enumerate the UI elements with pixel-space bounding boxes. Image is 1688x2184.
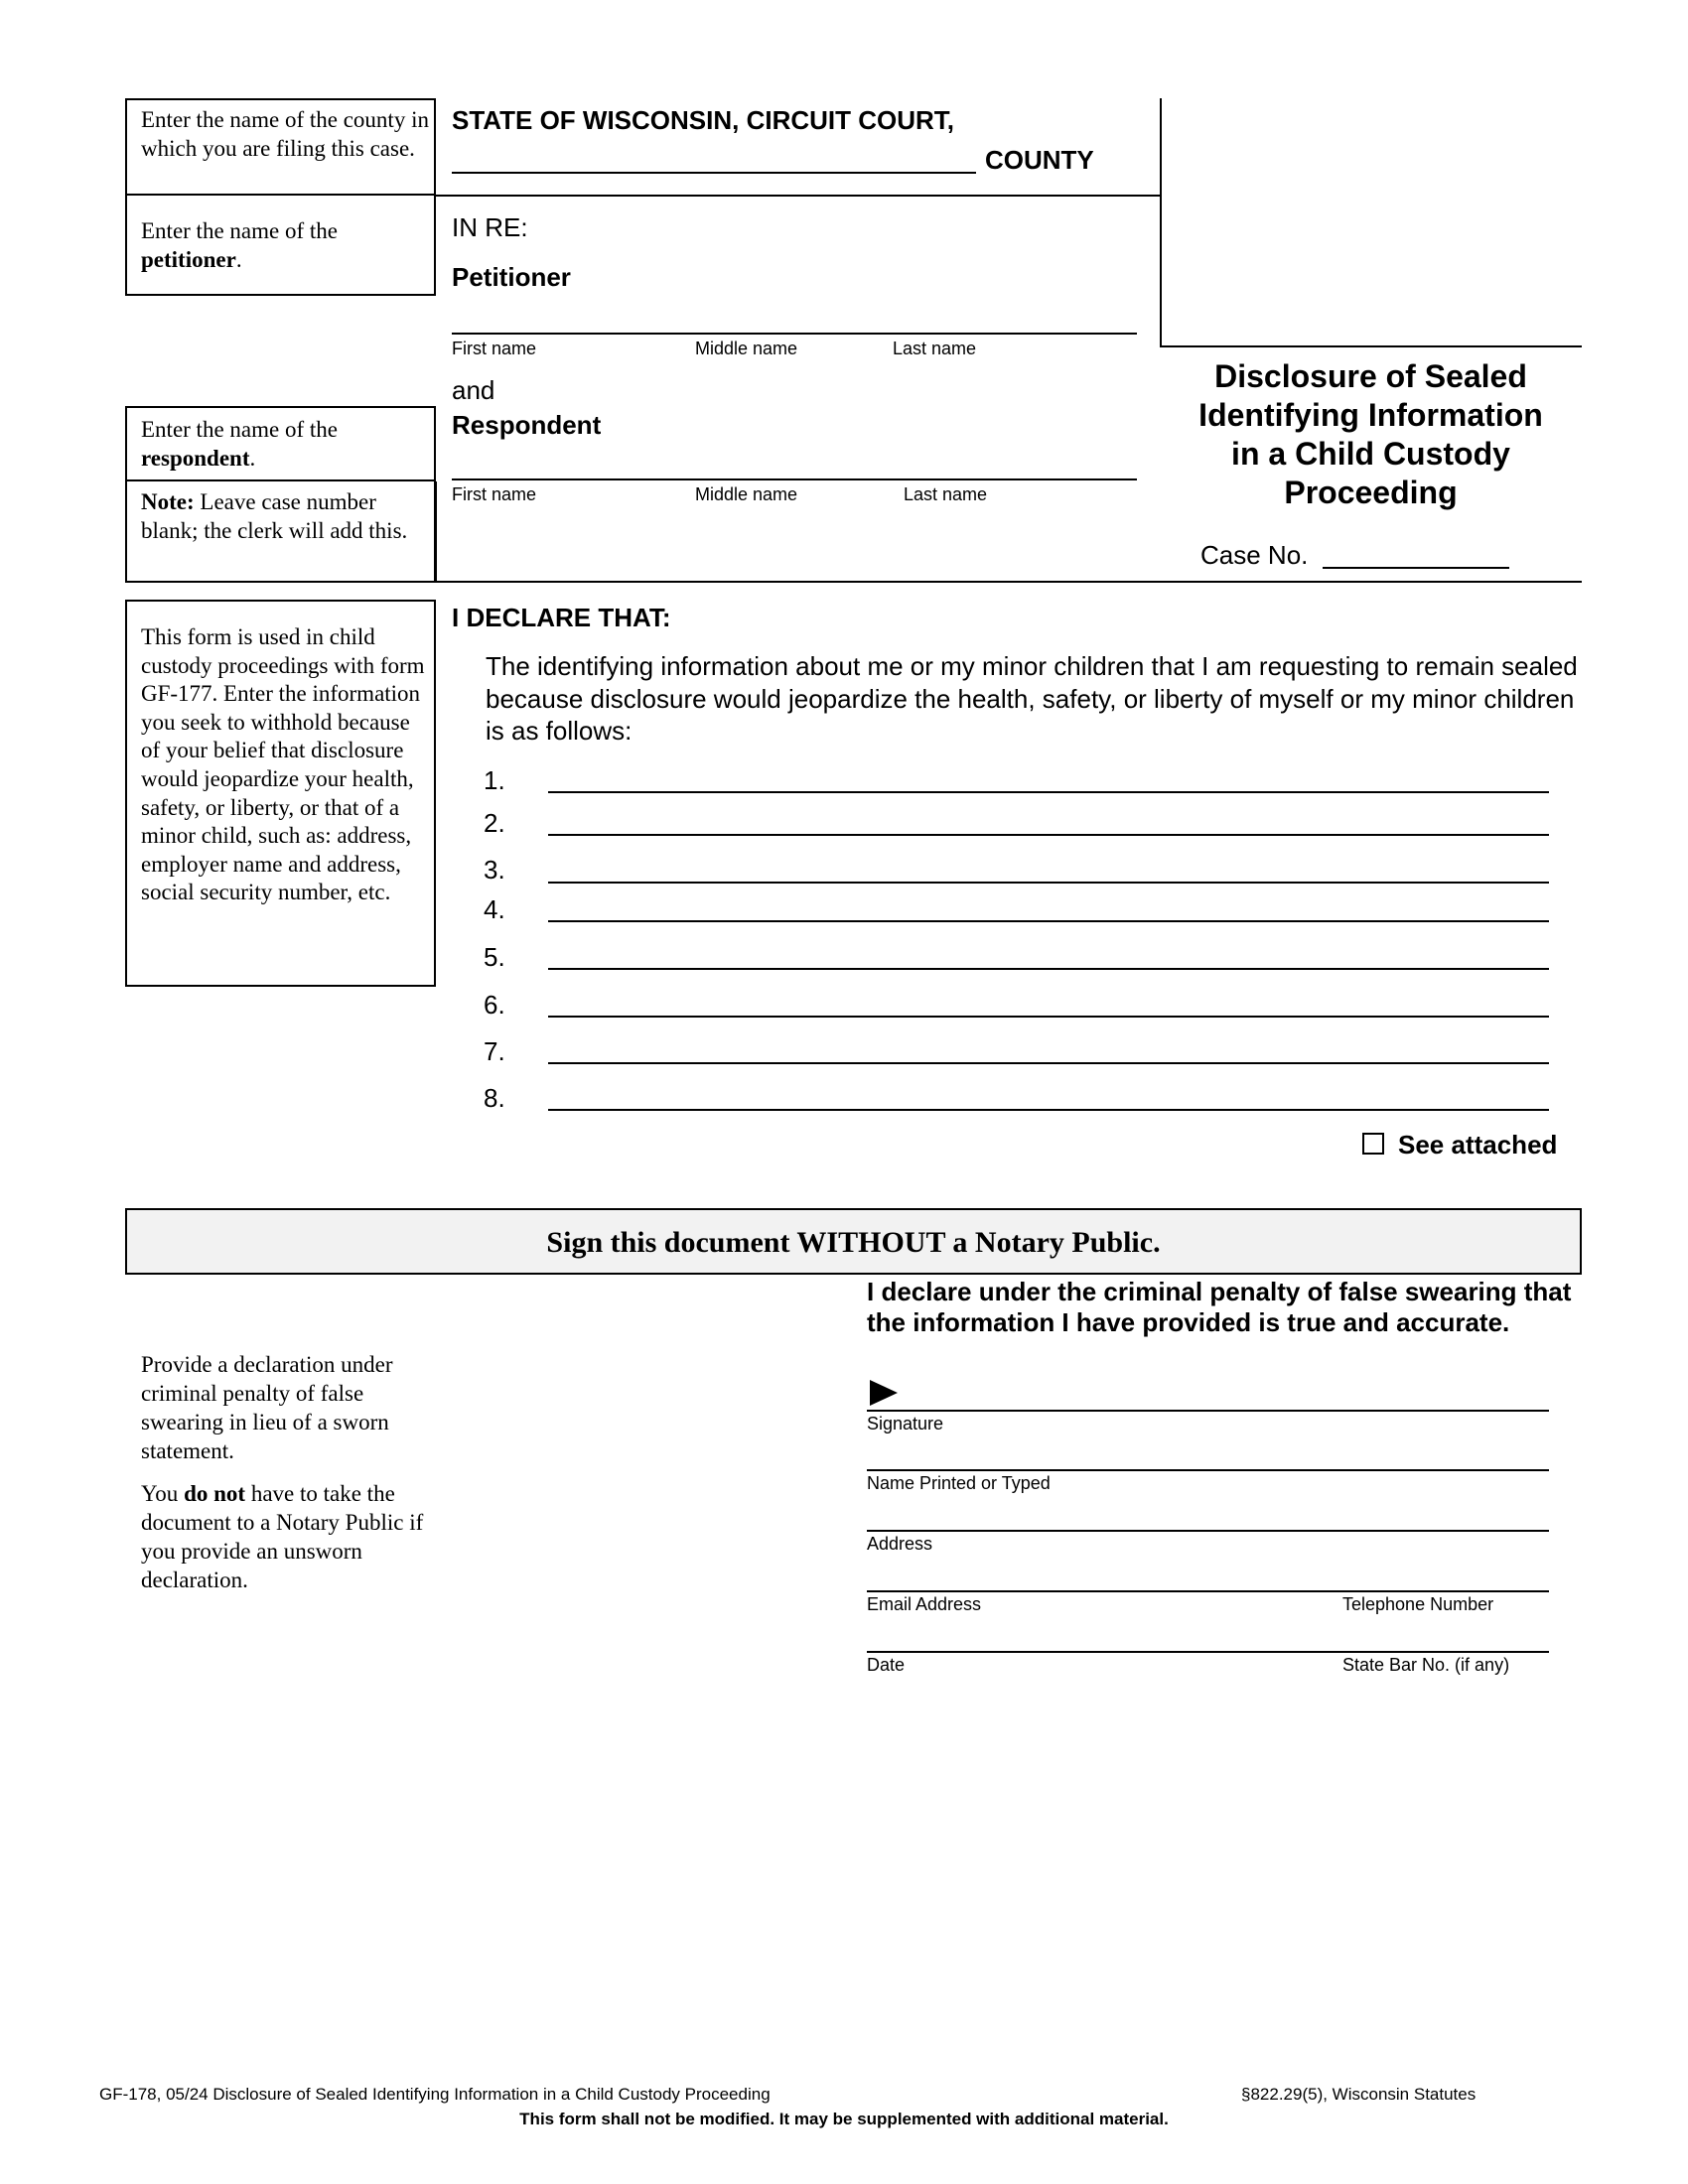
footer-statute: §822.29(5), Wisconsin Statutes (1241, 2085, 1477, 2104)
in-re-label: IN RE: (452, 212, 528, 242)
petitioner-instruction: Enter the name of the petitioner. (141, 218, 338, 272)
item-number-8: 8. (484, 1083, 505, 1113)
see-attached-label: See attached (1398, 1130, 1558, 1160)
form-title-line-1: Disclosure of Sealed (1214, 358, 1527, 394)
form-use-instruction-box (125, 600, 436, 987)
respondent-first-name-label: First name (452, 484, 537, 504)
see-attached-checkbox[interactable] (1362, 1133, 1384, 1155)
petitioner-name-line[interactable] (452, 333, 1137, 335)
declare-body: The identifying information about me or my minor children that I am requesting to remain sealed because disclosure would jeopardize the health, safety, or liberty of myself or my minor children is as follows: (486, 651, 1578, 746)
petitioner-middle-name-label: Middle name (695, 339, 798, 358)
respondent-last-name-label: Last name (904, 484, 988, 504)
declaration-statement: I declare under the criminal penalty of false swearing that the information I have provided is true and accurate. (867, 1277, 1572, 1337)
item-line-8[interactable] (548, 1109, 1549, 1111)
form-title-line-3: in a Child Custody (1231, 436, 1510, 472)
name-printed-label: Name Printed or Typed (867, 1473, 1051, 1493)
caption-bottom-border (435, 581, 1582, 583)
title-top-border (1160, 345, 1582, 347)
declaration-instruction: Provide a declaration under criminal penalty of false swearing in lieu of a sworn statement. (141, 1352, 393, 1463)
item-line-7[interactable] (548, 1062, 1549, 1064)
footer-form-id: GF-178, 05/24 Disclosure of Sealed Identifying Information in a Child Custody Proceeding (99, 2085, 771, 2104)
form-use-instruction: This form is used in child custody proceedings with form GF-177. Enter the information you seek to withhold because of your belief that disclosure would jeopardize your health, safety, or liberty, or that of a minor child, such as: address, employer name and address, social security number, etc. (141, 624, 425, 905)
form-title-line-2: Identifying Information (1198, 397, 1543, 433)
item-line-2[interactable] (548, 834, 1549, 836)
respondent-instruction: Enter the name of the respondent. (141, 417, 338, 471)
note-instruction-box (125, 479, 436, 583)
form-title (1160, 357, 1582, 512)
signature-label: Signature (867, 1414, 944, 1433)
form-title-line-4: Proceeding (1284, 475, 1458, 510)
item-number-4: 4. (484, 894, 505, 924)
email-label: Email Address (867, 1594, 982, 1614)
county-label: COUNTY (985, 145, 1094, 175)
caption-left-border (435, 481, 437, 583)
item-number-5: 5. (484, 942, 505, 972)
sign-banner-text: Sign this document WITHOUT a Notary Public. (546, 1226, 1161, 1259)
notary-instruction: You do not have to take the document to a Notary Public if you provide an unsworn declaration. (141, 1481, 424, 1592)
county-instruction: Enter the name of the county in which you are filing this case. (141, 107, 429, 161)
case-number-line[interactable] (1323, 567, 1509, 569)
court-heading: STATE OF WISCONSIN, CIRCUIT COURT, (452, 105, 955, 135)
item-number-2: 2. (484, 808, 505, 838)
state-bar-label: State Bar No. (if any) (1342, 1655, 1510, 1675)
signature-arrow-icon (870, 1380, 898, 1406)
item-number-6: 6. (484, 990, 505, 1020)
county-name-line[interactable] (452, 172, 976, 174)
respondent-middle-name-label: Middle name (695, 484, 798, 504)
item-line-6[interactable] (548, 1016, 1549, 1018)
item-line-4[interactable] (548, 920, 1549, 922)
item-line-5[interactable] (548, 968, 1549, 970)
petitioner-label: Petitioner (452, 262, 571, 292)
petitioner-first-name-label: First name (452, 339, 537, 358)
respondent-instruction-box (125, 406, 436, 481)
petitioner-instruction-box (125, 194, 436, 296)
item-number-7: 7. (484, 1036, 505, 1066)
caption-divider-top (436, 195, 1162, 197)
item-number-3: 3. (484, 855, 505, 885)
telephone-label: Telephone Number (1342, 1594, 1494, 1614)
declare-heading: I DECLARE THAT: (452, 603, 671, 632)
note-instruction: Note: Leave case number blank; the clerk will add this. (141, 489, 408, 543)
item-line-1[interactable] (548, 791, 1549, 793)
address-label: Address (867, 1534, 933, 1554)
county-instruction-box (125, 98, 436, 196)
address-line[interactable] (867, 1530, 1549, 1532)
and-label: and (452, 375, 495, 405)
item-line-3[interactable] (548, 882, 1549, 884)
footer-notice: This form shall not be modified. It may be supplemented with additional material. (519, 2110, 1169, 2128)
item-number-1: 1. (484, 765, 505, 795)
name-printed-line[interactable] (867, 1469, 1549, 1471)
case-number-label: Case No. (1200, 540, 1309, 570)
petitioner-last-name-label: Last name (893, 339, 977, 358)
respondent-label: Respondent (452, 410, 602, 440)
date-label: Date (867, 1655, 906, 1675)
email-telephone-line[interactable] (867, 1590, 1549, 1592)
signature-line[interactable] (867, 1410, 1549, 1412)
respondent-name-line[interactable] (452, 478, 1137, 480)
date-bar-line[interactable] (867, 1651, 1549, 1653)
sign-banner (125, 1208, 1582, 1275)
caption-right-border (1160, 98, 1162, 347)
